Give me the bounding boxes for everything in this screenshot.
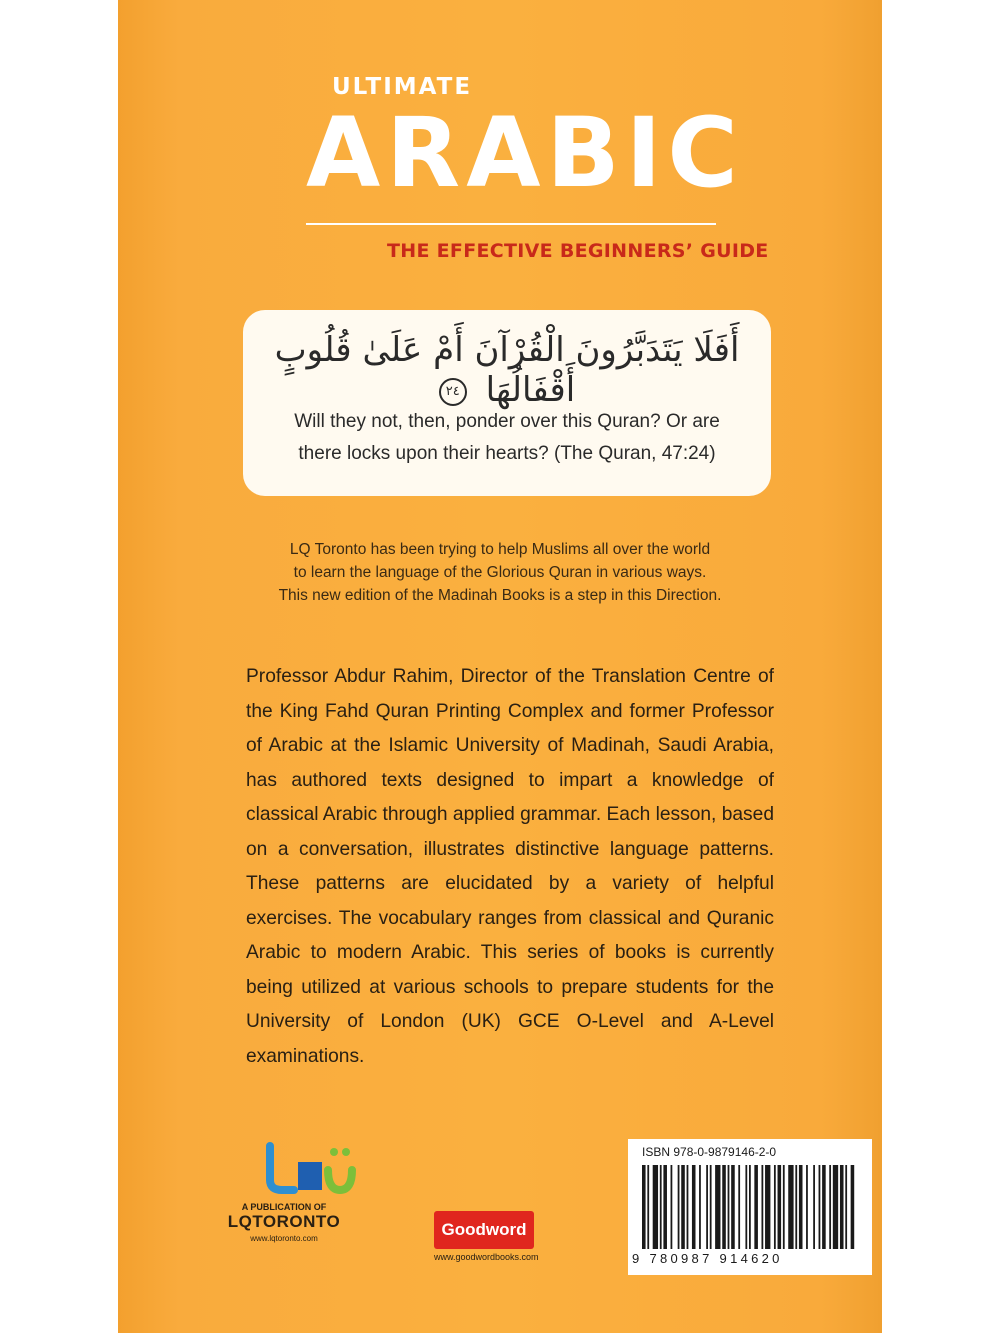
barcode-bar <box>728 1165 730 1249</box>
barcode-bar <box>722 1165 726 1249</box>
barcode-bar <box>806 1165 808 1249</box>
barcode-bar <box>699 1165 701 1249</box>
intro-line-2: to learn the language of the Glorious Quran in various ways. <box>293 564 707 581</box>
intro-line-3: This new edition of the Madinah Books is a step in this Direction. <box>278 587 722 604</box>
barcode-bar <box>647 1165 649 1249</box>
barcode-bar <box>813 1165 815 1249</box>
verse-arabic <box>243 330 771 410</box>
book-title: ARABIC <box>306 97 744 209</box>
barcode-bar <box>642 1165 646 1249</box>
ayah-number-icon: ٢٤ <box>439 378 467 406</box>
verse-translation-line-2: there locks upon their hearts? (The Quran, 47:24) <box>298 443 716 464</box>
lq-publisher-name: LQTORONTO <box>227 1212 341 1231</box>
series-label: ULTIMATE <box>332 74 473 100</box>
barcode-bar <box>822 1165 826 1249</box>
barcode-bar <box>833 1165 838 1249</box>
description-paragraph: Professor Abdur Rahim, Director of the Translation Centre of the King Fahd Quran Printing Complex and former Professor of Arabic at the Islamic University of Madinah, Saudi Arabia, has authored texts designed to impart a knowledge of classical Arabic through applied grammar. Each lesson, based on a conversation, illustrates distinctive language patterns. These patterns are elucidated by a variety of helpful exercises. The vocabulary ranges from classical and Quranic Arabic to modern Arabic. This series of books is currently being utilized at various schools to prepare students for the University of London (UK) GCE O-Level and A-Level examinations. <box>246 666 774 1067</box>
barcode-bar <box>663 1165 667 1249</box>
barcode-bar <box>754 1165 758 1249</box>
barcode-bar <box>681 1165 685 1249</box>
verse-translation-line-1: Will they not, then, ponder over this Quran? Or are <box>294 411 720 432</box>
barcode-bar <box>829 1165 831 1249</box>
barcode-bar <box>774 1165 776 1249</box>
isbn-barcode <box>628 1139 872 1275</box>
lq-logo-stroke-blue <box>270 1146 294 1190</box>
barcode-bar <box>799 1165 803 1249</box>
lq-website: www.lqtoronto.com <box>250 1234 318 1243</box>
goodword-logo: Goodword <box>434 1211 534 1249</box>
intro-line-1: LQ Toronto has been trying to help Muslims all over the world <box>289 541 711 558</box>
barcode-bar <box>819 1165 821 1249</box>
barcode-bar <box>761 1165 763 1249</box>
barcode-bar <box>671 1165 673 1249</box>
verse-arabic-text: أَفَلَا يَتَدَبَّرُونَ الْقُرْآنَ أَمْ عَلَىٰ قُلُوبٍ أَقْفَالُهَا <box>274 330 740 410</box>
publication-label: A PUBLICATION OF <box>241 1202 327 1212</box>
title-divider <box>306 223 716 225</box>
verse-panel <box>243 310 771 496</box>
book-back-cover <box>118 0 882 1333</box>
barcode-bar <box>687 1165 689 1249</box>
barcode-bar <box>783 1165 785 1249</box>
barcode-bar <box>851 1165 855 1249</box>
barcode-bar <box>660 1165 662 1249</box>
lq-logo-square-blue <box>298 1162 322 1190</box>
lq-logo-stroke-green <box>328 1170 352 1190</box>
lq-logo-dot-green-2 <box>342 1148 350 1156</box>
barcode-bar <box>678 1165 680 1249</box>
barcode-bar <box>731 1165 735 1249</box>
isbn-text: ISBN 978-0-9879146-2-0 <box>642 1145 777 1159</box>
barcode-bar <box>788 1165 793 1249</box>
book-subtitle: THE EFFECTIVE BEGINNERS’ GUIDE <box>387 240 769 262</box>
barcode-bar <box>765 1165 770 1249</box>
barcode-bar <box>778 1165 782 1249</box>
barcode-bar <box>653 1165 658 1249</box>
barcode-bar <box>715 1165 720 1249</box>
barcode-bars-icon <box>642 1165 856 1249</box>
barcode-bar <box>745 1165 747 1249</box>
lq-logo-icon <box>250 1140 360 1196</box>
barcode-bar <box>749 1165 751 1249</box>
barcode-bar <box>706 1165 708 1249</box>
barcode-bar <box>692 1165 696 1249</box>
goodword-website: www.goodwordbooks.com <box>434 1252 539 1262</box>
barcode-digits: 9 780987 914620 <box>632 1251 783 1266</box>
barcode-bar <box>710 1165 712 1249</box>
verse-translation <box>263 406 751 470</box>
barcode-bar <box>738 1165 740 1249</box>
barcode-bar <box>840 1165 844 1249</box>
barcode-bar <box>795 1165 797 1249</box>
intro-paragraph <box>218 538 782 607</box>
lq-logo-dot-green <box>330 1148 338 1156</box>
barcode-bar <box>845 1165 847 1249</box>
